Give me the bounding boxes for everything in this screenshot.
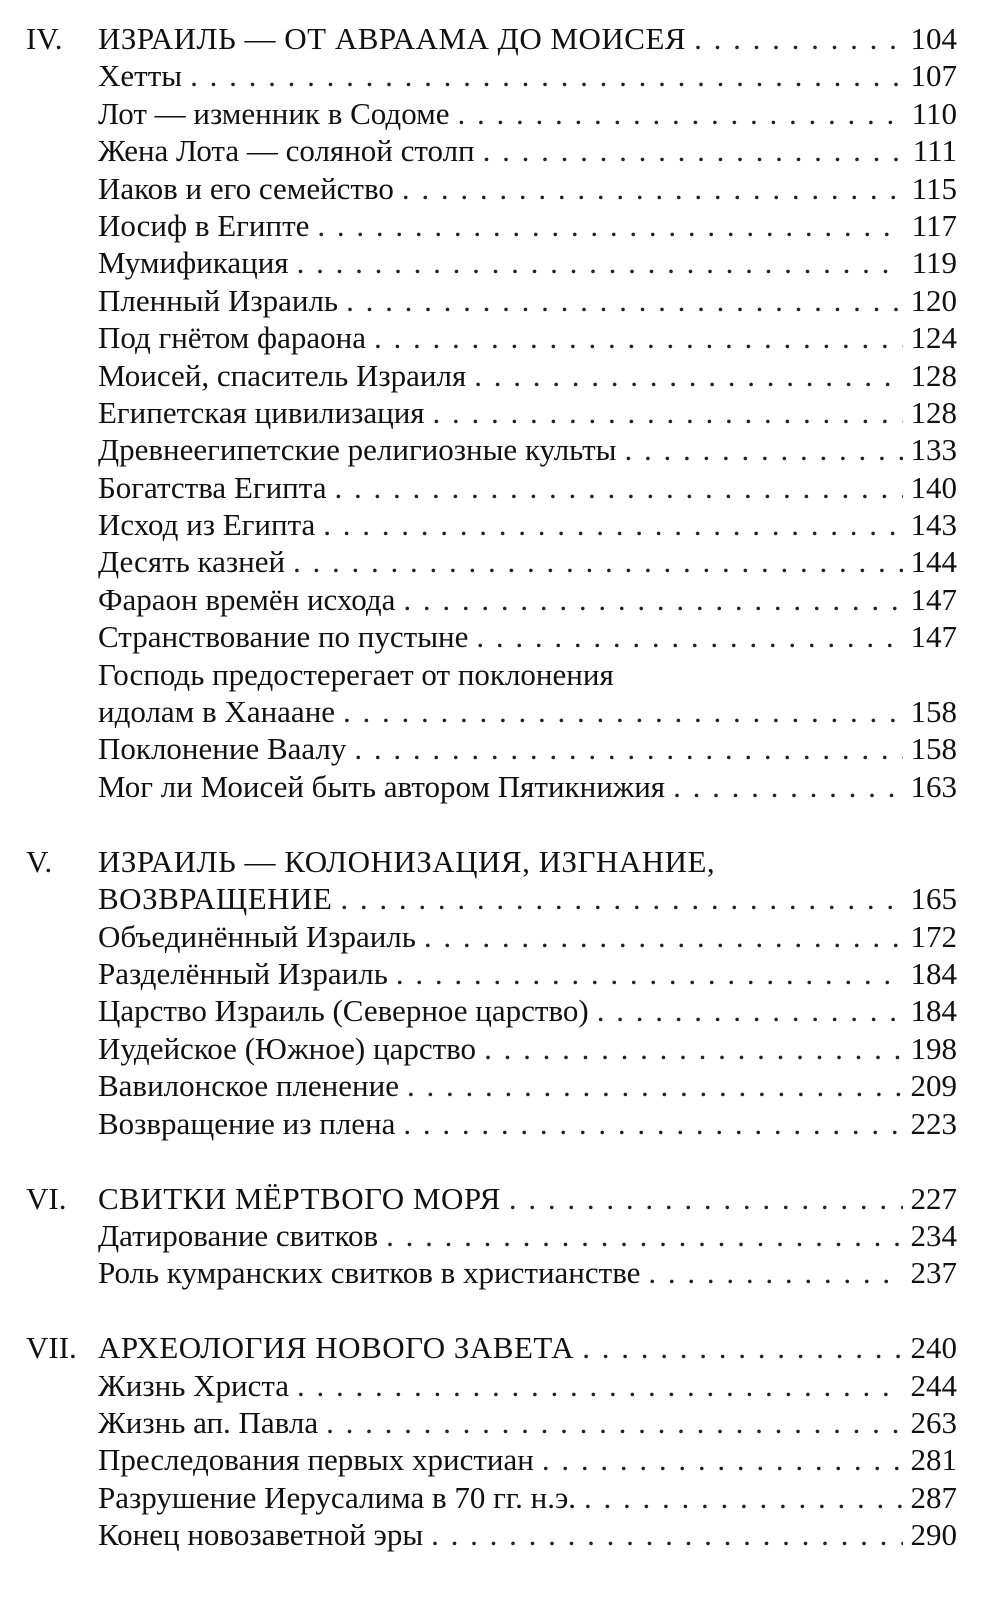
dot-leader bbox=[476, 1030, 903, 1067]
toc-entry bbox=[0, 282, 995, 319]
entry-title: Жена Лота — соляной столп bbox=[98, 133, 475, 169]
dot-leader bbox=[338, 282, 903, 319]
entry-title: Десять казней bbox=[98, 544, 286, 580]
section-gap bbox=[0, 1142, 995, 1180]
page-number: 104 bbox=[910, 21, 957, 56]
entry-title: Господь предостерегает от поклонения bbox=[98, 656, 614, 692]
entry-title-line bbox=[98, 207, 903, 244]
page-number: 124 bbox=[910, 320, 957, 356]
entry-title: Объединённый Израиль bbox=[98, 918, 416, 954]
dot-leader bbox=[423, 1516, 903, 1553]
toc-chapter-heading bbox=[0, 1180, 995, 1217]
entry-title: Мумификация bbox=[98, 245, 289, 281]
entry-title-line bbox=[98, 170, 903, 207]
dot-leader bbox=[501, 1180, 903, 1217]
toc-entry bbox=[0, 357, 995, 394]
section-gap bbox=[0, 805, 995, 843]
toc-entry bbox=[0, 1516, 995, 1553]
dot-leader bbox=[640, 1254, 903, 1291]
toc-entry bbox=[0, 992, 995, 1029]
entry-title-line bbox=[98, 132, 903, 169]
toc-chapter-heading bbox=[0, 1329, 995, 1366]
dot-leader bbox=[468, 618, 903, 655]
page-number: 227 bbox=[910, 1180, 957, 1216]
toc-entry bbox=[0, 57, 995, 94]
page-number: 240 bbox=[910, 1330, 957, 1366]
entry-title-line bbox=[98, 357, 903, 394]
dot-leader bbox=[309, 207, 903, 244]
toc-entry bbox=[0, 506, 995, 543]
entry-title-line bbox=[98, 1404, 903, 1441]
entry-title-line bbox=[98, 506, 903, 543]
toc-entry bbox=[0, 1217, 995, 1254]
page-number: 184 bbox=[910, 993, 957, 1029]
entry-title-line bbox=[98, 1329, 903, 1366]
toc-entry bbox=[0, 244, 995, 281]
entry-title: Моисей, спаситель Израиля bbox=[98, 357, 467, 393]
page-number: 111 bbox=[912, 133, 957, 169]
page-number: 223 bbox=[910, 1105, 957, 1141]
page-number: 163 bbox=[910, 768, 957, 804]
toc-entry bbox=[0, 394, 995, 431]
toc-entry bbox=[0, 170, 995, 207]
dot-leader bbox=[346, 730, 903, 767]
dot-leader bbox=[289, 1367, 903, 1404]
chapter-numeral: VI. bbox=[26, 1180, 67, 1216]
dot-leader bbox=[182, 57, 903, 94]
toc-chapter-section bbox=[0, 20, 995, 805]
entry-title-line bbox=[98, 319, 903, 356]
entry-title: Египетская цивилизация bbox=[98, 394, 425, 430]
entry-title-line bbox=[98, 693, 903, 730]
entry-title: Поклонение Ваалу bbox=[98, 731, 347, 767]
entry-title: Жизнь ап. Павла bbox=[98, 1405, 319, 1441]
dot-leader bbox=[378, 1217, 903, 1254]
entry-title-line bbox=[98, 282, 903, 319]
entry-title-line bbox=[98, 843, 903, 880]
entry-title-line bbox=[98, 918, 903, 955]
entry-title: Иудейское (Южное) царство bbox=[98, 1030, 477, 1066]
entry-title: Исход из Египта bbox=[98, 507, 316, 543]
entry-title: Богатства Египта bbox=[98, 469, 327, 505]
dot-leader bbox=[388, 955, 903, 992]
entry-title: Под гнётом фараона bbox=[98, 320, 366, 356]
entry-title: Разрушение Иерусалима в 70 гг. н.э. bbox=[98, 1479, 577, 1515]
entry-title: Иосиф в Египте bbox=[98, 207, 310, 243]
entry-title: Древнеегипетские религиозные культы bbox=[98, 432, 617, 468]
page-number: 237 bbox=[910, 1255, 957, 1291]
dot-leader bbox=[285, 543, 903, 580]
page-number: 198 bbox=[910, 1030, 957, 1066]
entry-title-line bbox=[98, 1516, 903, 1553]
entry-title-line bbox=[98, 394, 903, 431]
entry-title: Возвращение из плена bbox=[98, 1105, 396, 1141]
toc-entry bbox=[0, 581, 995, 618]
page-number: 115 bbox=[911, 170, 957, 206]
entry-title: Пленный Израиль bbox=[98, 282, 339, 318]
entry-title-line bbox=[98, 1180, 903, 1217]
entry-title-line bbox=[98, 1254, 903, 1291]
entry-title: Вавилонское пленение bbox=[98, 1068, 399, 1104]
toc-entry bbox=[0, 431, 995, 468]
page-number: 110 bbox=[911, 95, 957, 131]
toc-entry bbox=[0, 1254, 995, 1291]
dot-leader bbox=[686, 20, 903, 57]
toc-chapter-heading bbox=[0, 20, 995, 57]
page-number: 290 bbox=[910, 1517, 957, 1553]
page-number: 133 bbox=[910, 432, 957, 468]
entry-title-line bbox=[98, 880, 903, 917]
toc-entry bbox=[0, 1479, 995, 1516]
page-number: 147 bbox=[910, 581, 957, 617]
chapter-title: ИЗРАИЛЬ — КОЛОНИЗАЦИЯ, ИЗГНАНИЕ, bbox=[98, 843, 716, 879]
page-number: 147 bbox=[910, 619, 957, 655]
page-number: 158 bbox=[910, 731, 957, 767]
toc-chapter-section bbox=[0, 843, 995, 1142]
dot-leader bbox=[326, 469, 903, 506]
page-number: 120 bbox=[910, 282, 957, 318]
entry-title: Преследования первых христиан bbox=[98, 1442, 534, 1478]
page-number: 281 bbox=[910, 1442, 957, 1478]
toc-entry bbox=[0, 1441, 995, 1478]
toc-entry bbox=[0, 207, 995, 244]
chapter-numeral: VII. bbox=[26, 1330, 77, 1366]
entry-title: Иаков и его семейство bbox=[98, 170, 394, 206]
entry-title-line bbox=[98, 1217, 903, 1254]
entry-title-line bbox=[98, 543, 903, 580]
dot-leader bbox=[335, 693, 903, 730]
toc-entry bbox=[0, 955, 995, 992]
entry-title-line bbox=[98, 1441, 903, 1478]
dot-leader bbox=[475, 132, 903, 169]
dot-leader bbox=[416, 918, 903, 955]
chapter-title: СВИТКИ МЁРТВОГО МОРЯ bbox=[98, 1180, 501, 1216]
page-number: 107 bbox=[910, 58, 957, 94]
toc-chapter-section bbox=[0, 1180, 995, 1292]
entry-title-line bbox=[98, 1067, 903, 1104]
toc-entry bbox=[0, 1105, 995, 1142]
entry-title: Конец новозаветной эры bbox=[98, 1517, 424, 1553]
toc-entry bbox=[0, 730, 995, 767]
toc-entry bbox=[0, 1367, 995, 1404]
toc-entry bbox=[0, 132, 995, 169]
dot-leader bbox=[589, 992, 903, 1029]
entry-title-line bbox=[98, 768, 903, 805]
dot-leader bbox=[449, 95, 903, 132]
entry-title-line bbox=[98, 20, 903, 57]
dot-leader bbox=[332, 880, 903, 917]
entry-title-line bbox=[98, 1367, 903, 1404]
dot-leader bbox=[318, 1404, 903, 1441]
entry-title: Хетты bbox=[98, 58, 183, 94]
entry-title: Датирование свитков bbox=[98, 1217, 379, 1253]
dot-leader bbox=[315, 506, 903, 543]
page-number: 143 bbox=[910, 507, 957, 543]
toc-chapter-heading-continued bbox=[0, 880, 995, 917]
dot-leader bbox=[576, 1479, 903, 1516]
dot-leader bbox=[425, 394, 903, 431]
dot-leader bbox=[574, 1329, 903, 1366]
entry-title: Мог ли Моисей быть автором Пятикнижия bbox=[98, 768, 666, 804]
dot-leader bbox=[534, 1441, 903, 1478]
page-number: 165 bbox=[910, 881, 957, 917]
entry-title-line bbox=[98, 992, 903, 1029]
dot-leader bbox=[395, 581, 903, 618]
entry-title-line bbox=[98, 656, 903, 693]
entry-title: Лот — изменник в Содоме bbox=[98, 95, 450, 131]
chapter-numeral: V. bbox=[26, 843, 53, 879]
page-number: 184 bbox=[910, 955, 957, 991]
table-of-contents bbox=[0, 20, 995, 1554]
page-number: 140 bbox=[910, 469, 957, 505]
dot-leader bbox=[617, 431, 903, 468]
dot-leader bbox=[466, 357, 903, 394]
entry-title-line bbox=[98, 57, 903, 94]
page-number: 128 bbox=[910, 357, 957, 393]
toc-chapter-heading bbox=[0, 843, 995, 880]
page-number: 158 bbox=[910, 694, 957, 730]
toc-entry bbox=[0, 1030, 995, 1067]
entry-title: Фараон времён исхода bbox=[98, 581, 396, 617]
entry-title-line bbox=[98, 730, 903, 767]
page-number: 287 bbox=[910, 1479, 957, 1515]
toc-entry bbox=[0, 918, 995, 955]
dot-leader bbox=[395, 1105, 903, 1142]
entry-title-line bbox=[98, 244, 903, 281]
page-number: 117 bbox=[911, 207, 957, 243]
entry-title-line bbox=[98, 1479, 903, 1516]
entry-title: Роль кумранских свитков в христианстве bbox=[98, 1255, 641, 1291]
toc-entry bbox=[0, 618, 995, 655]
entry-title-line bbox=[98, 431, 903, 468]
page-number: 263 bbox=[910, 1405, 957, 1441]
page-number: 119 bbox=[911, 245, 957, 281]
chapter-numeral: IV. bbox=[26, 21, 63, 56]
toc-entry bbox=[0, 656, 995, 693]
toc-entry bbox=[0, 1404, 995, 1441]
page-number: 128 bbox=[910, 394, 957, 430]
entry-title: Разделённый Израиль bbox=[98, 955, 388, 991]
toc-entry bbox=[0, 543, 995, 580]
entry-title: Жизнь Христа bbox=[98, 1367, 290, 1403]
toc-entry bbox=[0, 1067, 995, 1104]
chapter-title: АРХЕОЛОГИЯ НОВОГО ЗАВЕТА bbox=[98, 1330, 575, 1366]
entry-title-line bbox=[98, 95, 903, 132]
dot-leader bbox=[394, 170, 903, 207]
dot-leader bbox=[399, 1067, 903, 1104]
section-gap bbox=[0, 1292, 995, 1330]
chapter-title: ИЗРАИЛЬ — ОТ АВРААМА ДО МОИСЕЯ bbox=[98, 21, 687, 56]
toc-entry bbox=[0, 319, 995, 356]
page-number: 244 bbox=[910, 1367, 957, 1403]
dot-leader bbox=[665, 768, 903, 805]
entry-title-line bbox=[98, 1105, 903, 1142]
chapter-title: ВОЗВРАЩЕНИЕ bbox=[98, 881, 333, 917]
entry-title-line bbox=[98, 955, 903, 992]
toc-entry bbox=[0, 469, 995, 506]
entry-title: Царство Израиль (Северное царство) bbox=[98, 993, 589, 1029]
page-number: 209 bbox=[910, 1068, 957, 1104]
entry-title-line bbox=[98, 1030, 903, 1067]
toc-entry bbox=[0, 95, 995, 132]
dot-leader bbox=[366, 319, 903, 356]
dot-leader bbox=[289, 244, 903, 281]
toc-entry bbox=[0, 768, 995, 805]
toc-entry-continued bbox=[0, 693, 995, 730]
page-number: 234 bbox=[910, 1217, 957, 1253]
toc-chapter-section bbox=[0, 1329, 995, 1553]
entry-title-line bbox=[98, 581, 903, 618]
entry-title-line bbox=[98, 469, 903, 506]
entry-title-line bbox=[98, 618, 903, 655]
entry-title: идолам в Ханаане bbox=[98, 694, 336, 730]
page-number: 144 bbox=[910, 544, 957, 580]
entry-title: Странствование по пустыне bbox=[98, 619, 469, 655]
page-number: 172 bbox=[910, 918, 957, 954]
